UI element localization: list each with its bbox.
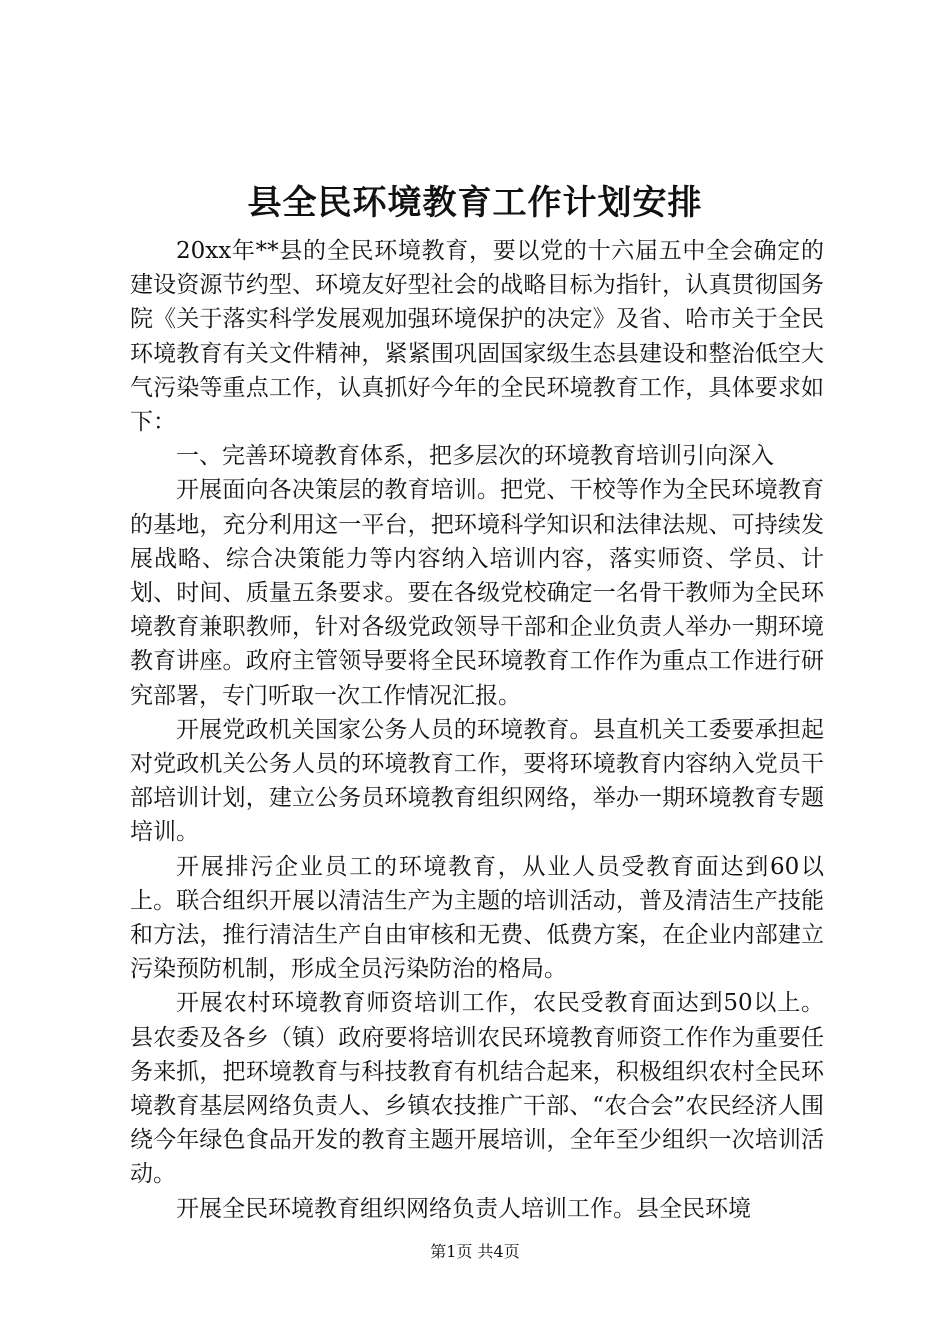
paragraph-decision-makers: 开展面向各决策层的教育培训。把党、干校等作为全民环境教育的基地，充分利用这一平台，把环境科学知识和法律法规、可持续发展战略、综合决策能力等内容纳入培训内容，落实师资、学员、计划、时间、质量五条要求。要在各级党校确定一名骨干教师为全民环境教育兼职教师，针对各级党政领导干部和企业负责人举办一期环境教育讲座。政府主管领导要将全民环境教育工作作为重点工作进行研究部署，专门听取一次工作情况汇报。: [130, 477, 824, 709]
paragraph-network-leaders: 开展全民环境教育组织网络负责人培训工作。县全民环境: [176, 1195, 751, 1222]
document-body: [130, 234, 824, 1226]
paragraph-enterprise-staff: 开展排污企业员工的环境教育，从业人员受教育面达到60以上。联合组织开展以清洁生产为主题的培训活动，普及清洁生产技能和方法，推行清洁生产自由审核和无费、低费方案，在企业内部建立污染预防机制，形成全员污染防治的格局。: [130, 853, 824, 983]
paragraph-rural-training: 开展农村环境教育师资培训工作，农民受教育面达到50以上。县农委及各乡（镇）政府要将培训农民环境教育师资工作作为重要任务来抓，把环境教育与科技教育有机结合起来，积极组织农村全民环境教育基层网络负责人、乡镇农技推广干部、“农合会”农民经济人围绕今年绿色食品开发的教育主题开展培训，全年至少组织一次培训活动。: [130, 990, 824, 1188]
paragraph-intro: 20xx年**县的全民环境教育，要以党的十六届五中全会确定的建设资源节约型、环境友好型社会的战略目标为指针，认真贯彻国务院《关于落实科学发展观加强环境保护的决定》及省、哈市关于全民环境教育有关文件精神，紧紧围巩固国家级生态县建设和整治低空大气污染等重点工作，认真抓好今年的全民环境教育工作，具体要求如下：: [130, 238, 824, 436]
document-title: 县全民环境教育工作计划安排: [247, 183, 703, 223]
page-number: 第1页 共4页: [430, 1242, 520, 1261]
section-heading-1: 一、完善环境教育体系，把多层次的环境教育培训引向深入: [176, 443, 774, 470]
paragraph-civil-servants: 开展党政机关国家公务人员的环境教育。县直机关工委要承担起对党政机关公务人员的环境教育工作，要将环境教育内容纳入党员干部培训计划，建立公务员环境教育组织网络，举办一期环境教育专题培训。: [130, 716, 824, 846]
